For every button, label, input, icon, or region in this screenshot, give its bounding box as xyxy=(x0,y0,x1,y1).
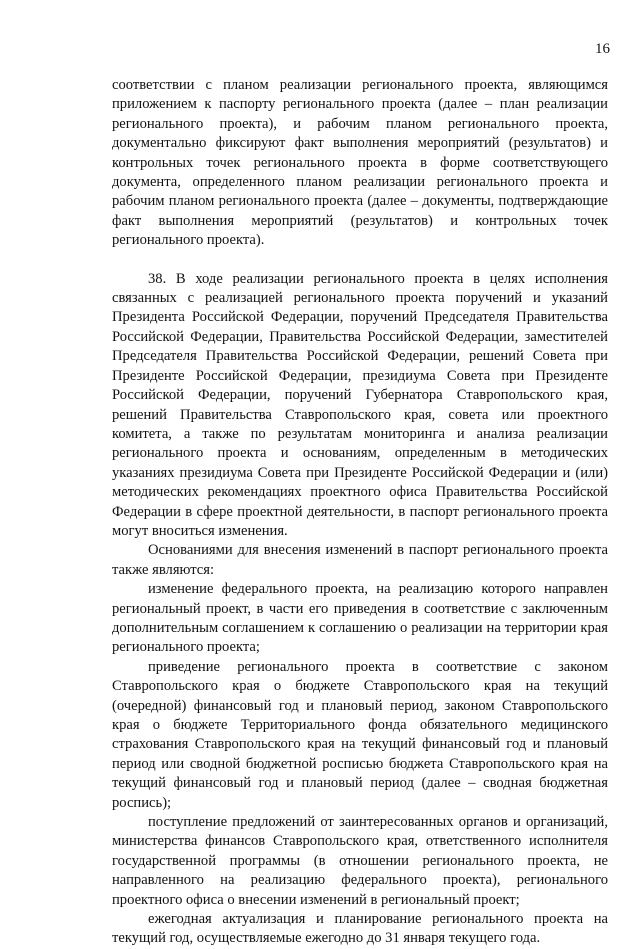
paragraph-grounds-intro: Основаниями для внесения изменений в паспорт регионального проекта также являются: xyxy=(112,542,608,578)
paragraph-ground-annual-update: ежегодная актуализация и планирование регионального проекта на текущий год, осуществляемые ежегодно до 31 января текущего года. xyxy=(112,911,608,947)
page-number: 16 xyxy=(595,41,610,57)
document-body xyxy=(112,76,608,949)
paragraph-ground-budget-law: приведение регионального проекта в соответствие с законом Ставропольского края о бюджете Ставропольского края на текущий (очередной) финансовый год и плановый период, законом Ставропольского края о бюджете Территориального фонда обязательного медицинского страхования Ставропольского края на текущий финансовый год и плановый период или сводной бюджетной росписью бюджета Ставропольского края на текущий финансовый год и плановый период (далее – сводная бюджетная роспись); xyxy=(112,658,608,811)
paragraph-continuation: соответствии с планом реализации регионального проекта, являющимся приложением к паспорту регионального проекта (далее – план реализации регионального проекта), и рабочим планом регионального проекта, документально фиксируют факт выполнения мероприятий (результатов) и контрольных точек регионального проекта в форме соответствующего документа, определенного планом реализации регионального проекта и рабочим планом регионального проекта (далее – документы, подтверждающие факт выполнения мероприятий (результатов) и контрольных точек регионального проекта). xyxy=(112,77,608,249)
paragraph-ground-proposals: поступление предложений от заинтересованных органов и организаций, министерства финансов Ставропольского края, ответственного исполнителя государственной программы (в отношении регионального проекта, не направленного на реализацию федерального проекта), регионального проектного офиса о внесении изменений в региональный проект; xyxy=(112,814,608,908)
paragraph-ground-federal-project: изменение федерального проекта, на реализацию которого направлен региональный проект, в части его приведения в соответствие с заключенным дополнительным соглашением к соглашению о реализации на территории края регионального проекта; xyxy=(112,581,608,656)
paragraph-item-38: 38. В ходе реализации регионального проекта в целях исполнения связанных с реализацией регионального проекта поручений и указаний Президента Российской Федерации, поручений Председателя Правительства Российской Федерации, Правительства Российской Федерации, заместителей Председателя Правительства Российской Федерации, решений Совета при Президенте Российской Федерации, президиума Совета при Президенте Российской Федерации, поручений Губернатора Ставропольского края, решений Правительства Ставропольского края, совета или проектного комитета, а также по результатам мониторинга и анализа реализации регионального проекта и основаниям, определенным в методических указаниях президиума Совета при Президенте Российской Федерации и (или) методических рекомендациях проектного офиса Правительства Российской Федерации в сфере проектной деятельности, в паспорт регионального проекта могут вноситься изменения. xyxy=(112,270,608,539)
